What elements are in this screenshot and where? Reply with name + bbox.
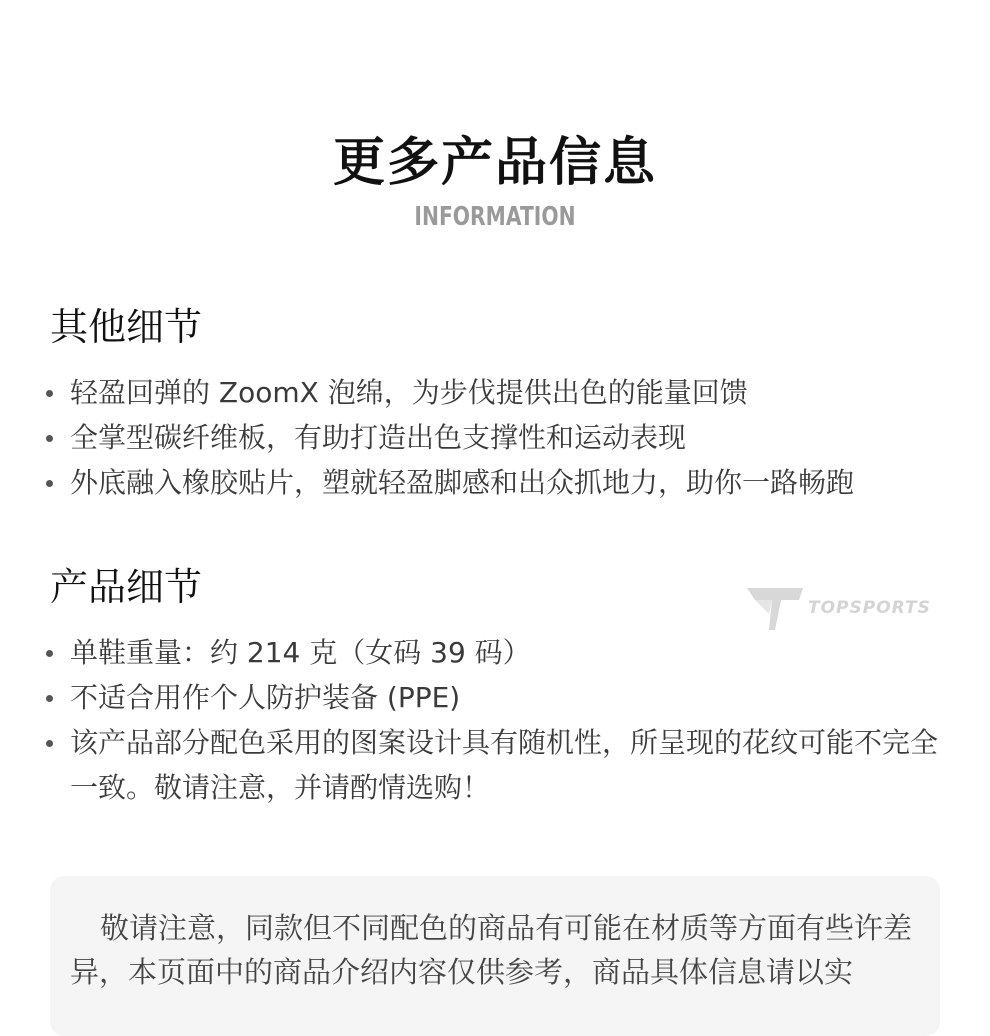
product-details-section — [50, 562, 950, 810]
notice-box — [50, 876, 940, 1036]
bullet-dot-icon — [46, 695, 53, 702]
list-item — [50, 675, 950, 720]
list-item — [50, 460, 950, 505]
list-item — [50, 370, 950, 415]
product-details-list — [50, 630, 950, 810]
list-item-text: 外底融入橡胶贴片，塑就轻盈脚感和出众抓地力，助你一路畅跑 — [70, 466, 855, 499]
other-details-section — [50, 302, 950, 505]
bullet-dot-icon — [46, 740, 53, 747]
list-item — [50, 630, 950, 675]
list-item-text: 轻盈回弹的 ZoomX 泡绵，为步伐提供出色的能量回馈 — [70, 376, 748, 409]
bullet-dot-icon — [46, 650, 53, 657]
section-title-product-details: 产品细节 — [50, 565, 203, 609]
page-title: 更多产品信息 — [332, 133, 657, 193]
list-item-text: 不适合用作个人防护装备 (PPE) — [70, 681, 461, 714]
watermark-text: TOPSPORTS — [808, 598, 931, 618]
bullet-dot-icon — [46, 390, 53, 397]
page-subtitle: INFORMATION — [414, 202, 576, 232]
notice-text: 敬请注意，同款但不同配色的商品有可能在材质等方面有些许差异，本页面中的商品介绍内容仅供参考，商品具体信息请以实 — [70, 911, 913, 989]
list-item — [50, 415, 950, 460]
section-title-other-details: 其他细节 — [50, 305, 203, 349]
bullet-dot-icon — [46, 435, 53, 442]
list-item-text: 全掌型碳纤维板，有助打造出色支撑性和运动表现 — [70, 421, 687, 454]
list-item — [50, 720, 950, 810]
list-item-text: 该产品部分配色采用的图案设计具有随机性，所呈现的花纹可能不完全一致。敬请注意，并请酌情选购！ — [70, 726, 939, 804]
page-header — [0, 128, 990, 234]
other-details-list — [50, 370, 950, 505]
list-item-text: 单鞋重量：约 214 克（女码 39 码） — [70, 636, 531, 669]
bullet-dot-icon — [46, 480, 53, 487]
